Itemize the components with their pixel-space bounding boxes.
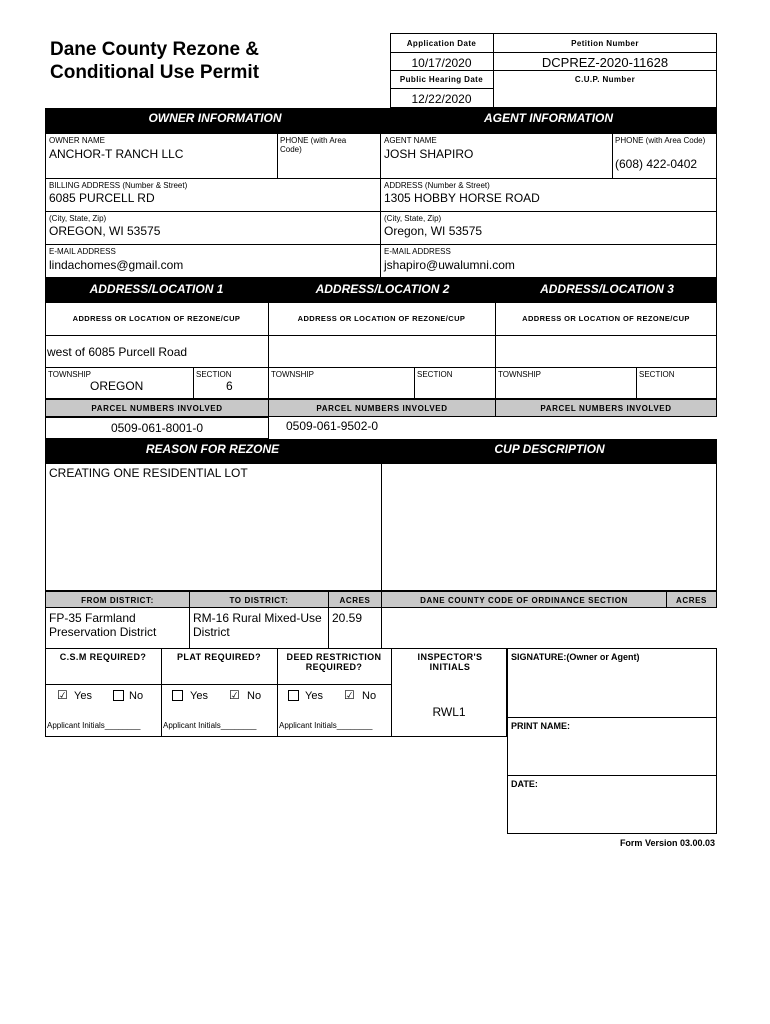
csm-no-checkbox[interactable]: [113, 690, 124, 701]
ordinance-label: DANE COUNTY CODE OF ORDINANCE SECTION: [381, 591, 667, 608]
plat-no-checkbox[interactable]: ☑: [229, 688, 240, 702]
from-district-label: FROM DISTRICT:: [45, 591, 190, 608]
form-title-line1: Dane County Rezone &: [50, 39, 260, 60]
agent-city-label: (City, State, Zip): [384, 214, 442, 223]
agent-address-label: ADDRESS (Number & Street): [384, 181, 490, 190]
location3-address-label: ADDRESS OR LOCATION OF REZONE/CUP: [522, 314, 690, 323]
location1-parcel-label: PARCEL NUMBERS INVOLVED: [45, 399, 269, 417]
application-date[interactable]: 10/17/2020: [411, 56, 472, 70]
agent-address[interactable]: 1305 HOBBY HORSE ROAD: [384, 191, 540, 205]
date-label: DATE:: [511, 779, 538, 789]
agent-section-title: AGENT INFORMATION: [483, 111, 614, 125]
csm-yes-label: Yes: [74, 690, 92, 702]
cup-number-label: C.U.P. Number: [574, 75, 636, 84]
owner-city[interactable]: OREGON, WI 53575: [49, 224, 161, 238]
form-title-line2: Conditional Use Permit: [50, 62, 260, 83]
plat-initials[interactable]: Applicant Initials________: [163, 721, 257, 730]
location1-parcel[interactable]: 0509-061-8001-0: [110, 421, 204, 435]
owner-section-title: OWNER INFORMATION: [148, 111, 282, 125]
location2-parcel[interactable]: 0509-061-9502-0: [286, 419, 379, 433]
plat-no-label: No: [247, 690, 262, 702]
location1-header: ADDRESS/LOCATION 1: [89, 282, 224, 296]
plat-yes-checkbox[interactable]: [172, 690, 183, 701]
owner-email-label: E-MAIL ADDRESS: [49, 247, 116, 256]
location1-section-label: SECTION: [196, 370, 232, 379]
location3-header: ADDRESS/LOCATION 3: [540, 282, 674, 296]
reason-box[interactable]: [45, 463, 382, 591]
deed-no-label: No: [362, 690, 377, 702]
agent-phone[interactable]: (608) 422-0402: [615, 157, 698, 171]
agent-name[interactable]: JOSH SHAPIRO: [384, 147, 474, 161]
petition-number[interactable]: DCPREZ-2020-11628: [541, 55, 669, 70]
deed-yes-checkbox[interactable]: [288, 690, 299, 701]
csm-no-label: No: [129, 690, 144, 702]
agent-email-label: E-MAIL ADDRESS: [384, 247, 451, 256]
public-hearing-date[interactable]: 12/22/2020: [411, 92, 472, 106]
location3-township-label: TOWNSHIP: [498, 370, 541, 379]
owner-name-label: OWNER NAME: [49, 136, 105, 145]
to-district-label: TO DISTRICT:: [189, 591, 329, 608]
agent-name-label: AGENT NAME: [384, 136, 437, 145]
csm-initials[interactable]: Applicant Initials________: [47, 721, 141, 730]
signature-field[interactable]: [507, 664, 717, 716]
reason-text[interactable]: CREATING ONE RESIDENTIAL LOT: [49, 466, 248, 480]
location2-township-label: TOWNSHIP: [271, 370, 314, 379]
plat-label: PLAT REQUIRED?: [177, 652, 261, 662]
from-district[interactable]: FP-35 Farmland Preservation District: [49, 611, 157, 639]
location1-address[interactable]: west of 6085 Purcell Road: [47, 345, 188, 359]
agent-city[interactable]: Oregon, WI 53575: [384, 224, 483, 238]
application-date-label: Application Date: [406, 39, 477, 48]
agent-phone-label: PHONE (with Area Code): [615, 136, 706, 145]
location1-township-label: TOWNSHIP: [48, 370, 91, 379]
location2-header: ADDRESS/LOCATION 2: [315, 282, 450, 296]
plat-yes-label: Yes: [190, 690, 208, 702]
location1-township[interactable]: OREGON: [90, 379, 144, 393]
signature-label: SIGNATURE:(Owner or Agent): [511, 652, 640, 662]
location3-section-label: SECTION: [639, 370, 675, 379]
deed-label: DEED RESTRICTION REQUIRED?: [286, 652, 382, 672]
location3-parcel-label: PARCEL NUMBERS INVOLVED: [495, 399, 717, 417]
owner-city-label: (City, State, Zip): [49, 214, 107, 223]
print-name-label: PRINT NAME:: [511, 721, 570, 731]
location1-section[interactable]: 6: [226, 379, 233, 393]
deed-yes-label: Yes: [305, 690, 323, 702]
form-version: Form Version 03.00.03: [619, 838, 715, 848]
owner-email[interactable]: lindachomes@gmail.com: [49, 258, 184, 272]
to-district[interactable]: RM-16 Rural Mixed-Use District: [193, 611, 322, 639]
cup-title: CUP DESCRIPTION: [494, 442, 605, 456]
form-title: [50, 38, 259, 84]
deed-initials[interactable]: Applicant Initials________: [279, 721, 373, 730]
agent-email[interactable]: jshapiro@uwalumni.com: [384, 258, 515, 272]
deed-no-checkbox[interactable]: ☑: [344, 688, 355, 702]
inspector-initials[interactable]: RWL1: [432, 705, 466, 719]
csm-yes-checkbox[interactable]: ☑: [57, 688, 68, 702]
location1-address-label: ADDRESS OR LOCATION OF REZONE/CUP: [72, 314, 241, 323]
csm-label: C.S.M REQUIRED?: [59, 652, 147, 662]
acres-label: ACRES: [328, 591, 382, 608]
location2-address-label: ADDRESS OR LOCATION OF REZONE/CUP: [297, 314, 466, 323]
print-name-field[interactable]: [507, 732, 717, 774]
location2-section-label: SECTION: [417, 370, 453, 379]
location2-parcel-label: PARCEL NUMBERS INVOLVED: [268, 399, 496, 417]
acres-value[interactable]: 20.59: [332, 611, 363, 625]
owner-name[interactable]: ANCHOR-T RANCH LLC: [49, 147, 184, 161]
owner-billing-label: BILLING ADDRESS (Number & Street): [49, 181, 188, 190]
cup-box[interactable]: [381, 463, 717, 591]
petition-number-label: Petition Number: [571, 39, 639, 48]
owner-phone-label: PHONE (with Area Code): [280, 136, 347, 154]
date-field[interactable]: [507, 790, 717, 833]
acres2-label: ACRES: [666, 591, 717, 608]
public-hearing-label: Public Hearing Date: [399, 75, 484, 84]
reason-title: REASON FOR REZONE: [145, 442, 280, 456]
owner-billing-address[interactable]: 6085 PURCELL RD: [49, 191, 155, 205]
inspector-label: INSPECTOR'S INITIALS: [417, 652, 483, 672]
